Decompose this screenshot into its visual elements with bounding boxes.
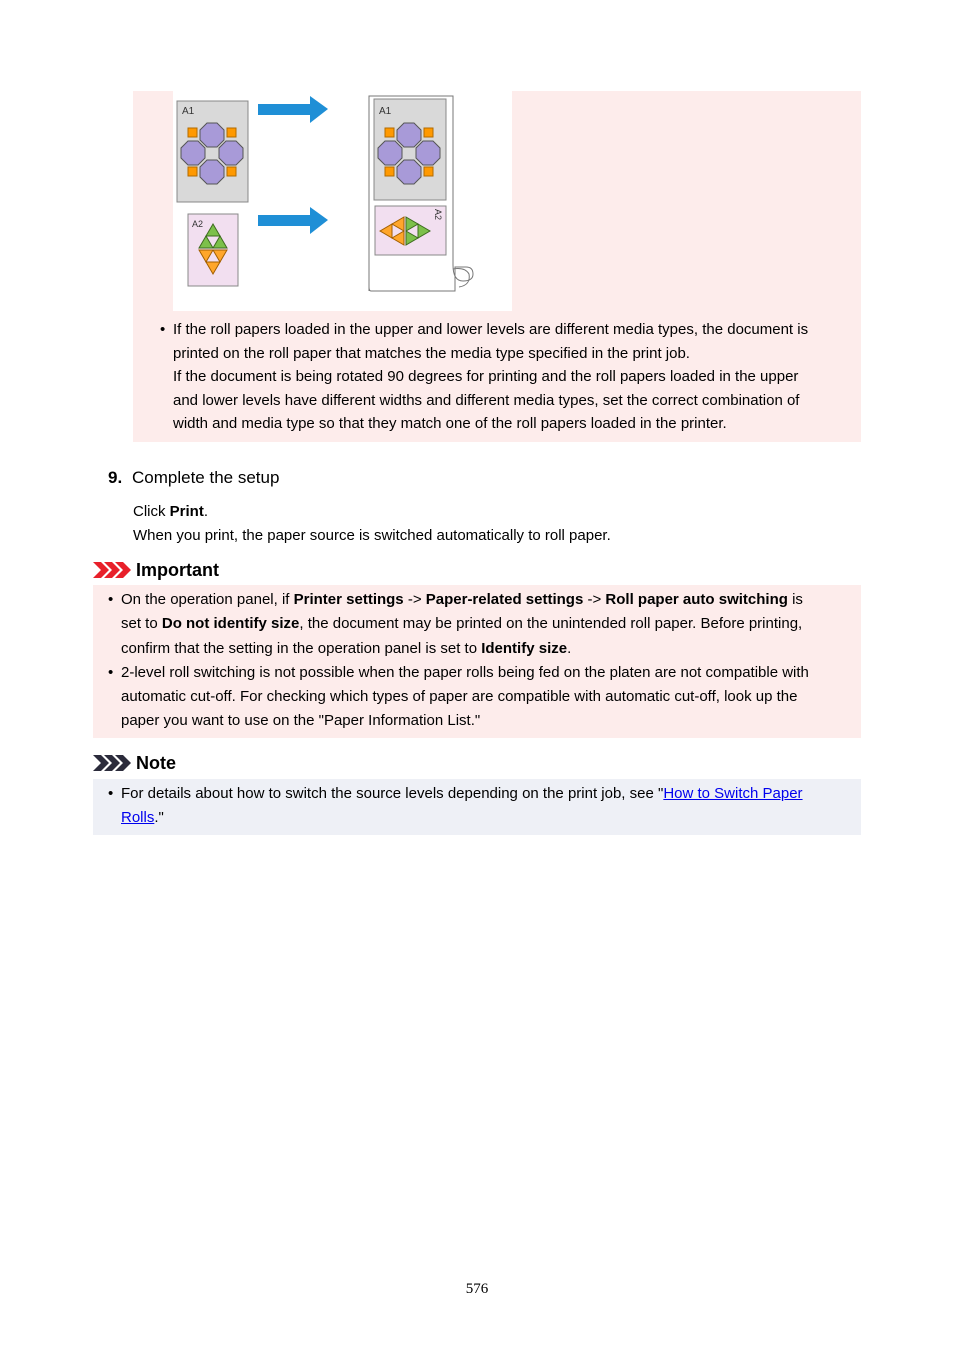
important-heading [93,558,219,582]
text-run: On the operation panel, if [121,591,294,608]
how-to-switch-paper-rolls-link[interactable]: Rolls [121,809,155,827]
text-run: set to [121,615,162,633]
step-description: When you print, the paper source is switched automatically to roll paper. [133,527,611,544]
note-box [93,779,861,835]
arrow-icon-bottom [258,207,328,234]
a2-label-right: A2 [433,209,443,221]
text-run: , the document may be printed on the unintended roll paper. Before printing, [299,615,803,633]
caution-text-line: and lower levels have different widths and different media types, set the correct combination of [173,391,800,409]
important-title: Important [136,559,219,580]
text-run: 2-level roll switching is not possible when the paper rolls being fed on the platen are not compatible with [121,663,809,681]
caution-text-line: If the document is being rotated 90 degrees for printing and the roll papers loaded in the upper [173,368,799,385]
arrow-icon-top [258,96,328,123]
important-item [108,588,853,661]
caution-text-line: printed on the roll paper that matches the media type specified in the print job. [173,344,690,362]
note-heading [93,751,176,775]
roll-switch-figure [173,91,512,311]
important-item [108,661,853,734]
a2-label-left: A2 [192,219,204,229]
bold-run: Do not identify size [161,615,300,633]
text-run: confirm that the setting in the operation panel is set to [121,639,482,657]
page-number: 576 [465,1281,489,1297]
print-command: Print [169,503,204,520]
chevrons-right-icon [93,755,133,771]
text-run: -> [583,591,606,608]
step-click-line [133,500,611,524]
step-9-body [133,500,611,548]
text-run: . [567,639,572,657]
bold-run: Roll paper auto switching [605,591,788,608]
text-run: is [787,591,803,608]
note-list [108,782,853,831]
how-to-switch-paper-rolls-link[interactable]: How to Switch Paper [663,785,803,802]
figure-illustration [173,91,512,311]
text-run: For details about how to switch the source levels depending on the print job, see " [121,785,664,802]
step-title: Complete the setup [132,468,280,487]
step-number: 9. [108,468,123,487]
step-click-prefix: Click [133,503,170,520]
text-run: -> [403,591,426,608]
bold-run: Identify size [481,639,568,657]
caution-text-line: If the roll papers loaded in the upper and lower levels are different media types, the document is [173,321,809,338]
a1-label-right: A1 [379,106,392,117]
step-click-suffix: . [203,503,209,520]
text-run: ." [154,809,164,827]
note-item [108,782,853,831]
bold-run: Printer settings [293,591,404,608]
step-9-heading [108,466,279,490]
text-run: automatic cut-off. For checking which types of paper are compatible with automatic cut-off, look up the [121,688,798,706]
text-run: paper you want to use on the "Paper Information List." [121,712,481,730]
important-list [108,588,853,734]
caution-item [160,318,850,436]
note-title: Note [136,752,176,773]
caution-list [160,318,850,436]
bold-run: Paper-related settings [425,591,584,608]
caution-text-line: width and media type so that they match one of the roll papers loaded in the printer. [173,415,727,432]
a1-label-left: A1 [182,106,195,117]
chevrons-right-icon [93,562,133,578]
important-box [93,585,861,738]
